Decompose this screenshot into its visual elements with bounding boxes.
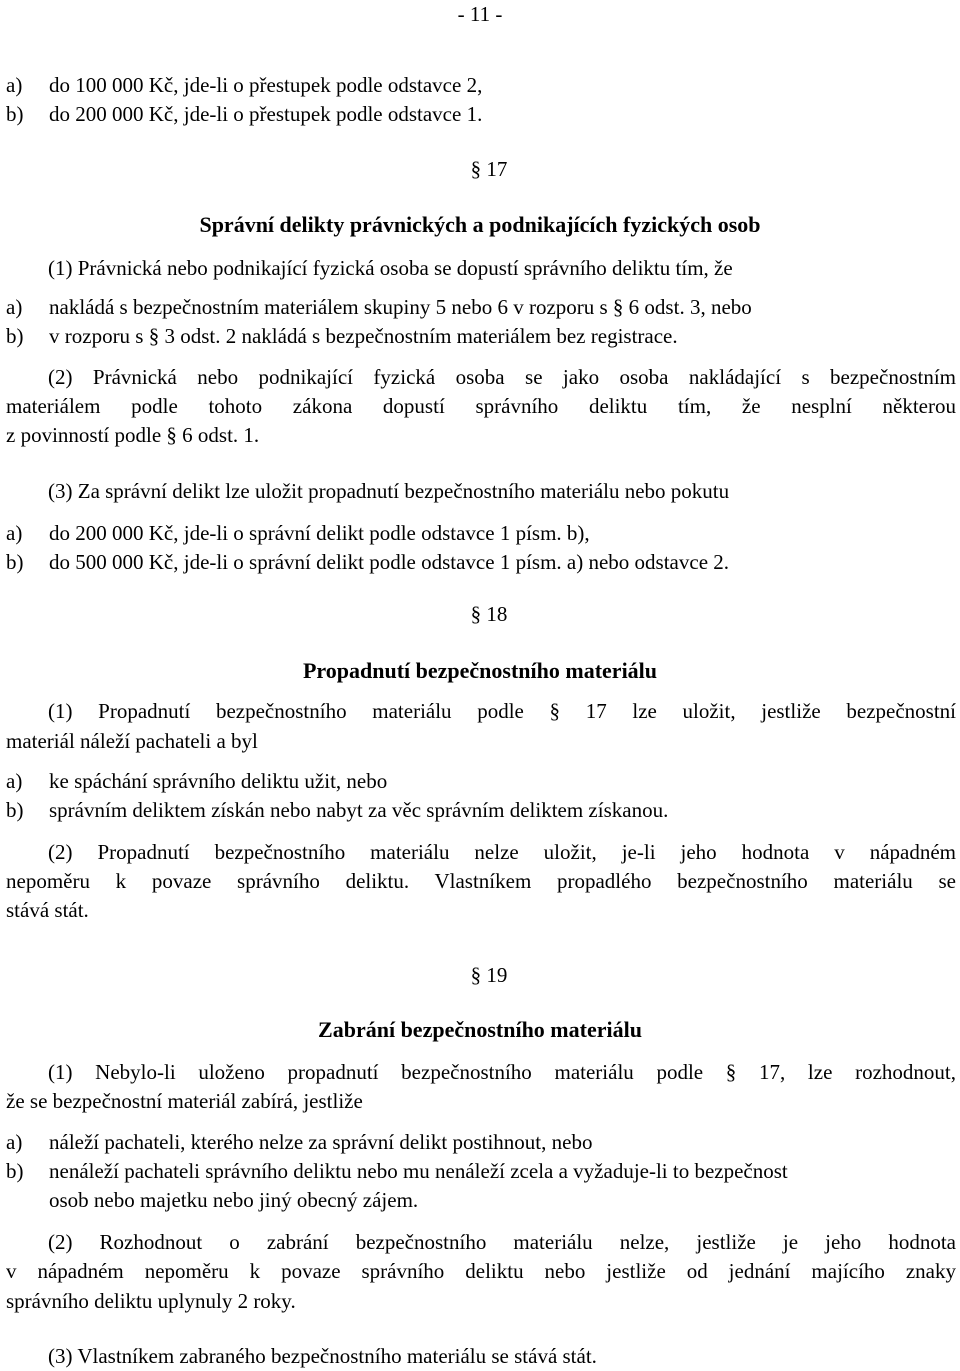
paragraph-2-line: stává stát. — [6, 898, 89, 922]
paragraph-2-line: (2) Propadnutí bezpečnostního materiálu nelze uložit, je-li jeho hodnota v nápadném — [48, 840, 956, 864]
list-item — [6, 75, 482, 96]
list-item-label: b) — [6, 798, 24, 822]
list-item-label: a) — [6, 295, 23, 319]
page-number: - 11 - — [457, 2, 503, 26]
list-item-text: správním deliktem získán nebo nabyt za věc správním deliktem získanou. — [49, 798, 669, 822]
paragraph-1-intro: (1) Právnická nebo podnikající fyzická osoba se dopustí správního deliktu tím, že — [48, 256, 733, 280]
paragraph-3-intro: (3) Za správní delikt lze uložit propadnutí bezpečnostního materiálu nebo pokutu — [48, 479, 730, 503]
section-heading-19: Zabrání bezpečnostního materiálu — [318, 1017, 642, 1042]
list-item-text: do 200 000 Kč, jde-li o správní delikt podle odstavce 1 písm. b), — [49, 521, 590, 545]
list-item — [6, 326, 678, 347]
list-item — [6, 1132, 592, 1153]
list-item-label: a) — [6, 73, 23, 97]
list-item-text: náleží pachateli, kterého nelze za správní delikt postihnout, nebo — [49, 1130, 593, 1154]
paragraph-1-line: (1) Propadnutí bezpečnostního materiálu podle § 17 lze uložit, jestliže bezpečnostní — [48, 699, 956, 723]
list-item-label: b) — [6, 102, 24, 126]
list-item-text: v rozporu s § 3 odst. 2 nakládá s bezpečnostním materiálem bez registrace. — [49, 324, 678, 348]
list-item — [6, 104, 482, 125]
list-item-text: do 100 000 Kč, jde-li o přestupek podle odstavce 2, — [49, 73, 483, 97]
section-heading-17: Správní delikty právnických a podnikajících fyzických osob — [199, 212, 761, 237]
list-item-label: b) — [6, 550, 24, 574]
list-item — [6, 771, 387, 792]
list-item-label: a) — [6, 1130, 23, 1154]
list-item-continuation: osob nebo majetku nebo jiný obecný zájem. — [49, 1188, 419, 1212]
list-item-text: do 500 000 Kč, jde-li o správní delikt podle odstavce 1 písm. a) nebo odstavce 2. — [49, 550, 730, 574]
list-item-text: nakládá s bezpečnostním materiálem skupiny 5 nebo 6 v rozporu s § 6 odst. 3, nebo — [49, 295, 752, 319]
paragraph-3: (3) Vlastníkem zabraného bezpečnostního materiálu se stává stát. — [48, 1344, 597, 1368]
list-item — [6, 800, 668, 821]
list-item — [6, 1161, 788, 1182]
section-heading-18: Propadnutí bezpečnostního materiálu — [302, 658, 658, 683]
paragraph-2-line: nepoměru k povaze správního deliktu. Vlastníkem propadlého bezpečnostního materiálu se — [6, 869, 956, 893]
list-item — [6, 523, 590, 544]
paragraph-2-line: (2) Rozhodnout o zabrání bezpečnostního materiálu nelze, jestliže je jeho hodnota — [48, 1230, 956, 1254]
section-number-18: § 18 — [470, 602, 508, 626]
list-item-text: nenáleží pachateli správního deliktu nebo mu nenáleží zcela a vyžaduje-li to bezpečnost — [49, 1159, 788, 1183]
list-item — [6, 552, 729, 573]
paragraph-2-line: (2) Právnická nebo podnikající fyzická osoba se jako osoba nakládající s bezpečnostním — [48, 365, 956, 389]
paragraph-2-line: správního deliktu uplynuly 2 roky. — [6, 1289, 296, 1313]
list-item-label: a) — [6, 521, 23, 545]
paragraph-2-line: z povinností podle § 6 odst. 1. — [6, 423, 260, 447]
list-item-text: do 200 000 Kč, jde-li o přestupek podle odstavce 1. — [49, 102, 483, 126]
paragraph-2-line: v nápadném nepoměru k povaze správního deliktu nebo jestliže od jednání majícího znaky — [6, 1259, 956, 1283]
list-item-label: a) — [6, 769, 23, 793]
paragraph-1-line: materiál náleží pachateli a byl — [6, 729, 258, 753]
list-item-label: b) — [6, 1159, 24, 1183]
section-number-17: § 17 — [470, 157, 508, 181]
list-item-label: b) — [6, 324, 24, 348]
paragraph-1-line: (1) Nebylo-li uloženo propadnutí bezpečnostního materiálu podle § 17, lze rozhodnout, — [48, 1060, 956, 1084]
paragraph-1-line: že se bezpečnostní materiál zabírá, jestliže — [6, 1089, 363, 1113]
paragraph-2-line: materiálem podle tohoto zákona dopustí správního deliktu tím, že nesplní některou — [6, 394, 956, 418]
list-item-text: ke spáchání správního deliktu užit, nebo — [49, 769, 388, 793]
section-number-19: § 19 — [470, 963, 508, 987]
list-item — [6, 297, 752, 318]
